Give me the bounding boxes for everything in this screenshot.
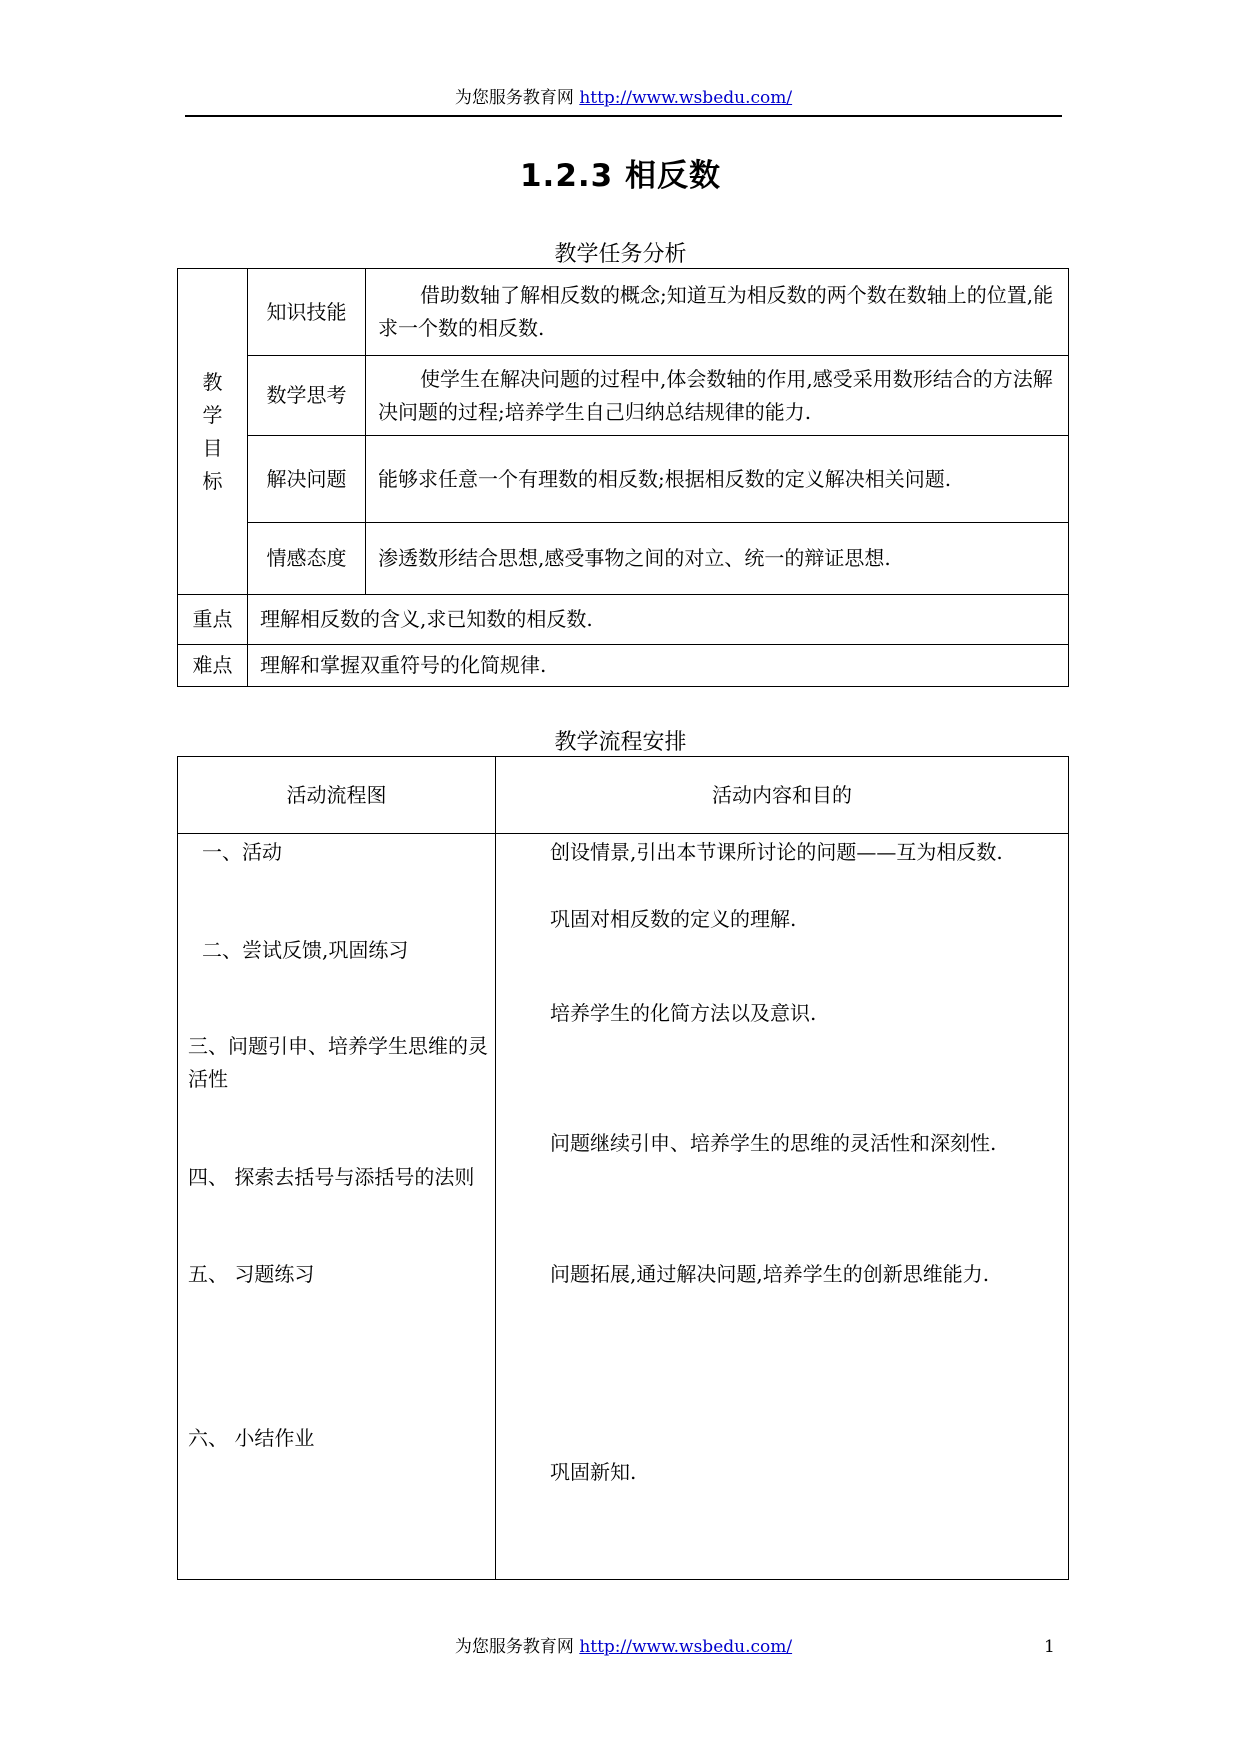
goal-row bbox=[178, 356, 1069, 436]
content-item: 巩固对相反数的定义的理解. bbox=[550, 907, 797, 931]
goal-row bbox=[178, 436, 1069, 523]
flow-item: 四、 探索去括号与添括号的法则 bbox=[188, 1165, 475, 1189]
goal-row bbox=[178, 523, 1069, 595]
key-point-row bbox=[178, 595, 1069, 645]
goal-label: 教 学 目 标 bbox=[202, 369, 223, 493]
content-item: 问题拓展,通过解决问题,培养学生的创新思维能力. bbox=[550, 1262, 990, 1286]
goal-text: 能够求任意一个有理数的相反数;根据相反数的定义解决相关问题. bbox=[366, 436, 1069, 523]
flow-item: 五、 习题练习 bbox=[188, 1262, 315, 1286]
col-header-flow: 活动流程图 bbox=[178, 757, 496, 834]
content-item: 巩固新知. bbox=[550, 1460, 637, 1484]
page-number: 1 bbox=[1044, 1637, 1055, 1657]
goal-name: 解决问题 bbox=[248, 436, 366, 523]
teaching-flow-table bbox=[177, 756, 1069, 1580]
goal-name: 数学思考 bbox=[248, 356, 366, 436]
flow-list-cell bbox=[178, 834, 496, 1580]
goal-label-cell bbox=[178, 269, 248, 595]
task-analysis-table bbox=[177, 268, 1069, 687]
key-point-text: 理解相反数的含义,求已知数的相反数. bbox=[248, 595, 1069, 645]
footer-site-name: 为您服务教育网 bbox=[454, 1637, 574, 1657]
goal-text: 渗透数形结合思想,感受事物之间的对立、统一的辩证思想. bbox=[366, 523, 1069, 595]
key-point-label: 重点 bbox=[178, 595, 248, 645]
header-site-link[interactable]: http://www.wsbedu.com/ bbox=[579, 88, 793, 108]
flow-item: 三、问题引申、培养学生思维的灵活性 bbox=[188, 1034, 488, 1091]
page-title: 1.2.3 相反数 bbox=[519, 158, 722, 194]
flow-content-cell bbox=[496, 834, 1069, 1580]
flow-item: 二、尝试反馈,巩固练习 bbox=[202, 938, 409, 962]
content-item: 培养学生的化简方法以及意识. bbox=[550, 1001, 817, 1025]
difficulty-label: 难点 bbox=[178, 645, 248, 687]
flow-body-row bbox=[178, 834, 1069, 1580]
goal-text: 借助数轴了解相反数的概念;知道互为相反数的两个数在数轴上的位置,能求一个数的相反数. bbox=[366, 269, 1069, 356]
col-header-content: 活动内容和目的 bbox=[496, 757, 1069, 834]
header-site-name: 为您服务教育网 bbox=[454, 88, 574, 108]
section-title-teaching-flow: 教学流程安排 bbox=[554, 730, 687, 755]
section-title-task-analysis: 教学任务分析 bbox=[554, 242, 687, 267]
goal-name: 知识技能 bbox=[248, 269, 366, 356]
goal-text: 使学生在解决问题的过程中,体会数轴的作用,感受采用数形结合的方法解决问题的过程;培养学生自己归纳总结规律的能力. bbox=[366, 356, 1069, 436]
page-footer bbox=[185, 1637, 1062, 1657]
difficulty-row bbox=[178, 645, 1069, 687]
difficulty-text: 理解和掌握双重符号的化简规律. bbox=[248, 645, 1069, 687]
flow-item: 六、 小结作业 bbox=[188, 1426, 315, 1450]
content-item: 创设情景,引出本节课所讨论的问题——互为相反数. bbox=[550, 840, 1003, 864]
footer-site-link[interactable]: http://www.wsbedu.com/ bbox=[579, 1637, 793, 1657]
goal-row bbox=[178, 269, 1069, 356]
flow-item: 一、活动 bbox=[202, 840, 282, 864]
page-header bbox=[185, 88, 1062, 108]
content-item: 问题继续引申、培养学生的思维的灵活性和深刻性. bbox=[550, 1131, 997, 1155]
header-divider bbox=[185, 115, 1062, 117]
goal-name: 情感态度 bbox=[248, 523, 366, 595]
flow-header-row bbox=[178, 757, 1069, 834]
